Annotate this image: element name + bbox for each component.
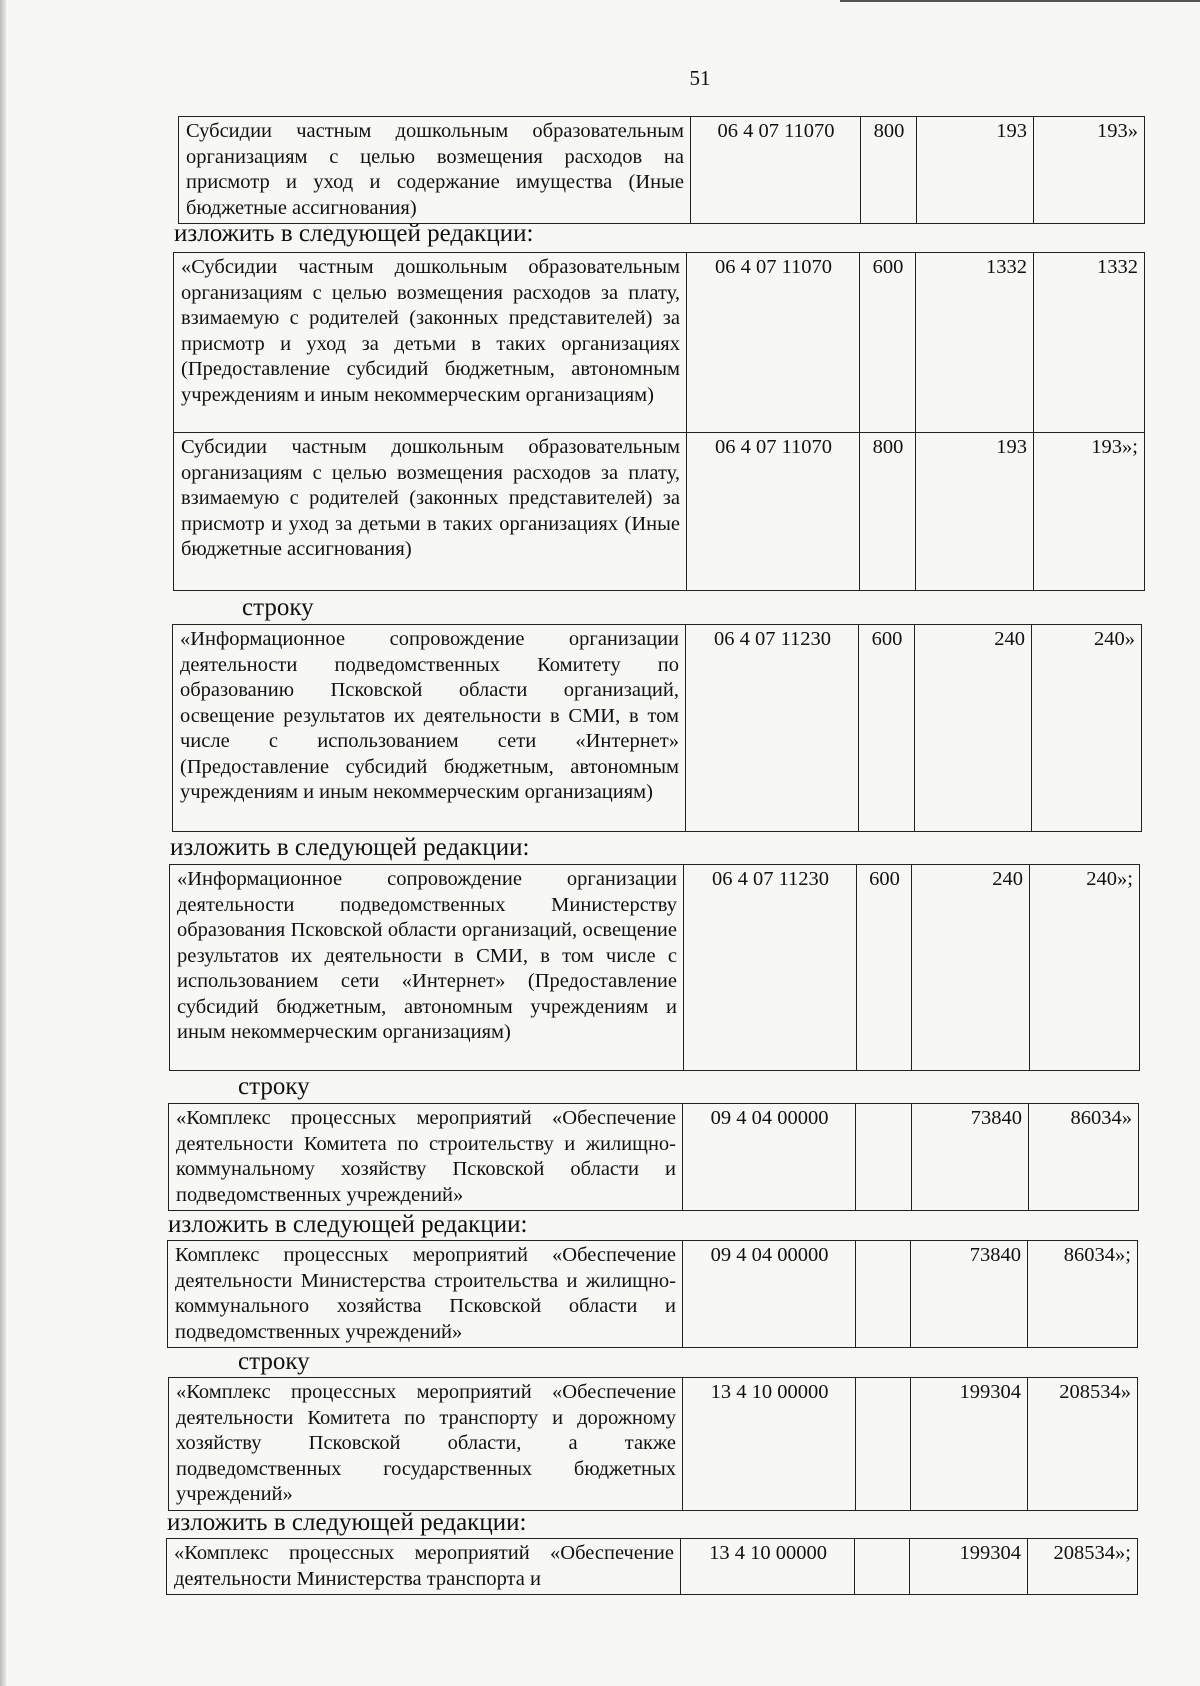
row-description: Комплекс процессных мероприятий «Обеспечение деятельности Министерства строительства и жилищно-коммунального хозяйства Псковской области и подведомственных учреждений» <box>168 1241 683 1348</box>
row-value-2: 1332 <box>1034 253 1145 433</box>
row-value-2: 86034» <box>1029 1104 1139 1211</box>
row-group: 600 <box>860 253 916 433</box>
row-word-label: строку <box>242 594 314 621</box>
row-code: 13 4 10 00000 <box>681 1539 855 1595</box>
row-group: 800 <box>860 433 916 591</box>
row-group <box>856 1104 912 1211</box>
row-description: «Информационное сопровождение организации деятельности подведомственных Министерству образования Псковской области организаций, освещение результатов их деятельности в СМИ, в том числе с использованием сети «Интернет» (Предоставление субсидий бюджетным, автономным учреждениям и иным некоммерческим организациям) <box>170 865 684 1071</box>
row-value-1: 1332 <box>916 253 1034 433</box>
table-row <box>174 253 1145 433</box>
row-value-2: 208534» <box>1028 1378 1138 1511</box>
row-group: 600 <box>859 625 915 832</box>
row-value-2: 193» <box>1034 117 1145 224</box>
table-row <box>167 1240 1138 1348</box>
row-group: 600 <box>857 865 912 1071</box>
row-group <box>855 1539 910 1595</box>
row-code: 09 4 04 00000 <box>683 1241 856 1348</box>
row-code: 06 4 07 11070 <box>691 117 861 224</box>
table-row <box>169 864 1140 1071</box>
row-value-2: 240»; <box>1030 865 1140 1071</box>
row-code: 06 4 07 11230 <box>684 865 857 1071</box>
top-edge-rule <box>840 0 1200 2</box>
row-code: 13 4 10 00000 <box>683 1378 856 1511</box>
row-description: «Информационное сопровождение организации деятельности подведомственных Комитету по образованию Псковской области организаций, освещение результатов их деятельности в СМИ, в том числе с использованием сети «Интернет» (Предоставление субсидий бюджетным, автономным учреждениям и иным некоммерческим организациям) <box>173 625 686 832</box>
table-row <box>174 433 1145 591</box>
table-row <box>178 116 1145 224</box>
row-value-1: 240 <box>915 625 1032 832</box>
row-group: 800 <box>861 117 917 224</box>
row-description: «Комплекс процессных мероприятий «Обеспечение деятельности Министерства транспорта и <box>167 1539 681 1595</box>
row-value-2: 193»; <box>1034 433 1145 591</box>
row-word-label: строку <box>238 1073 310 1100</box>
table-row <box>172 624 1142 832</box>
table-row <box>168 1103 1139 1211</box>
row-description: Субсидии частным дошкольным образовательным организациям с целью возмещения расходов за плату, взимаемую с родителей (законных представителей) за присмотр и уход за детьми в таких организациях (Иные бюджетные ассигнования) <box>174 433 687 591</box>
new-edition-label: изложить в следующей редакции: <box>170 834 530 861</box>
row-value-1: 199304 <box>910 1539 1028 1595</box>
table-block <box>173 252 1145 591</box>
row-group <box>856 1241 911 1348</box>
new-edition-label: изложить в следующей редакции: <box>174 220 534 247</box>
table-row <box>168 1377 1138 1511</box>
row-group <box>856 1378 911 1511</box>
page-number: 51 <box>689 66 711 90</box>
new-edition-label: изложить в следующей редакции: <box>167 1509 527 1536</box>
new-edition-label: изложить в следующей редакции: <box>168 1211 528 1238</box>
row-value-1: 73840 <box>911 1241 1028 1348</box>
row-description: Субсидии частным дошкольным образовательным организациям с целью возмещения расходов на присмотр и уход и содержание имущества (Иные бюджетные ассигнования) <box>179 117 691 224</box>
row-word-label: строку <box>238 1348 310 1375</box>
row-code: 06 4 07 11070 <box>687 253 860 433</box>
row-description: «Субсидии частным дошкольным образовательным организациям с целью возмещения расходов за плату, взимаемую с родителей (законных представителей) за присмотр и уход за детьми в таких организациях (Предоставление субсидий бюджетным, автономным учреждениям и иным некоммерческим организациям) <box>174 253 687 433</box>
row-value-1: 240 <box>912 865 1030 1071</box>
row-description: «Комплекс процессных мероприятий «Обеспечение деятельности Комитета по строительству и жилищно-коммунальному хозяйству Псковской области и подведомственных учреждений» <box>169 1104 683 1211</box>
row-value-1: 193 <box>917 117 1034 224</box>
row-value-1: 73840 <box>912 1104 1029 1211</box>
row-value-2: 86034»; <box>1028 1241 1138 1348</box>
row-code: 06 4 07 11070 <box>687 433 860 591</box>
row-value-2: 208534»; <box>1028 1539 1138 1595</box>
row-code: 06 4 07 11230 <box>686 625 859 832</box>
table-row <box>166 1538 1138 1595</box>
scan-edge <box>0 0 6 1686</box>
row-code: 09 4 04 00000 <box>683 1104 856 1211</box>
row-value-1: 199304 <box>911 1378 1028 1511</box>
row-value-2: 240» <box>1032 625 1142 832</box>
row-value-1: 193 <box>916 433 1034 591</box>
row-description: «Комплекс процессных мероприятий «Обеспечение деятельности Комитета по транспорту и дорожному хозяйству Псковской области, а также подведомственных государственных бюджетных учреждений» <box>169 1378 683 1511</box>
